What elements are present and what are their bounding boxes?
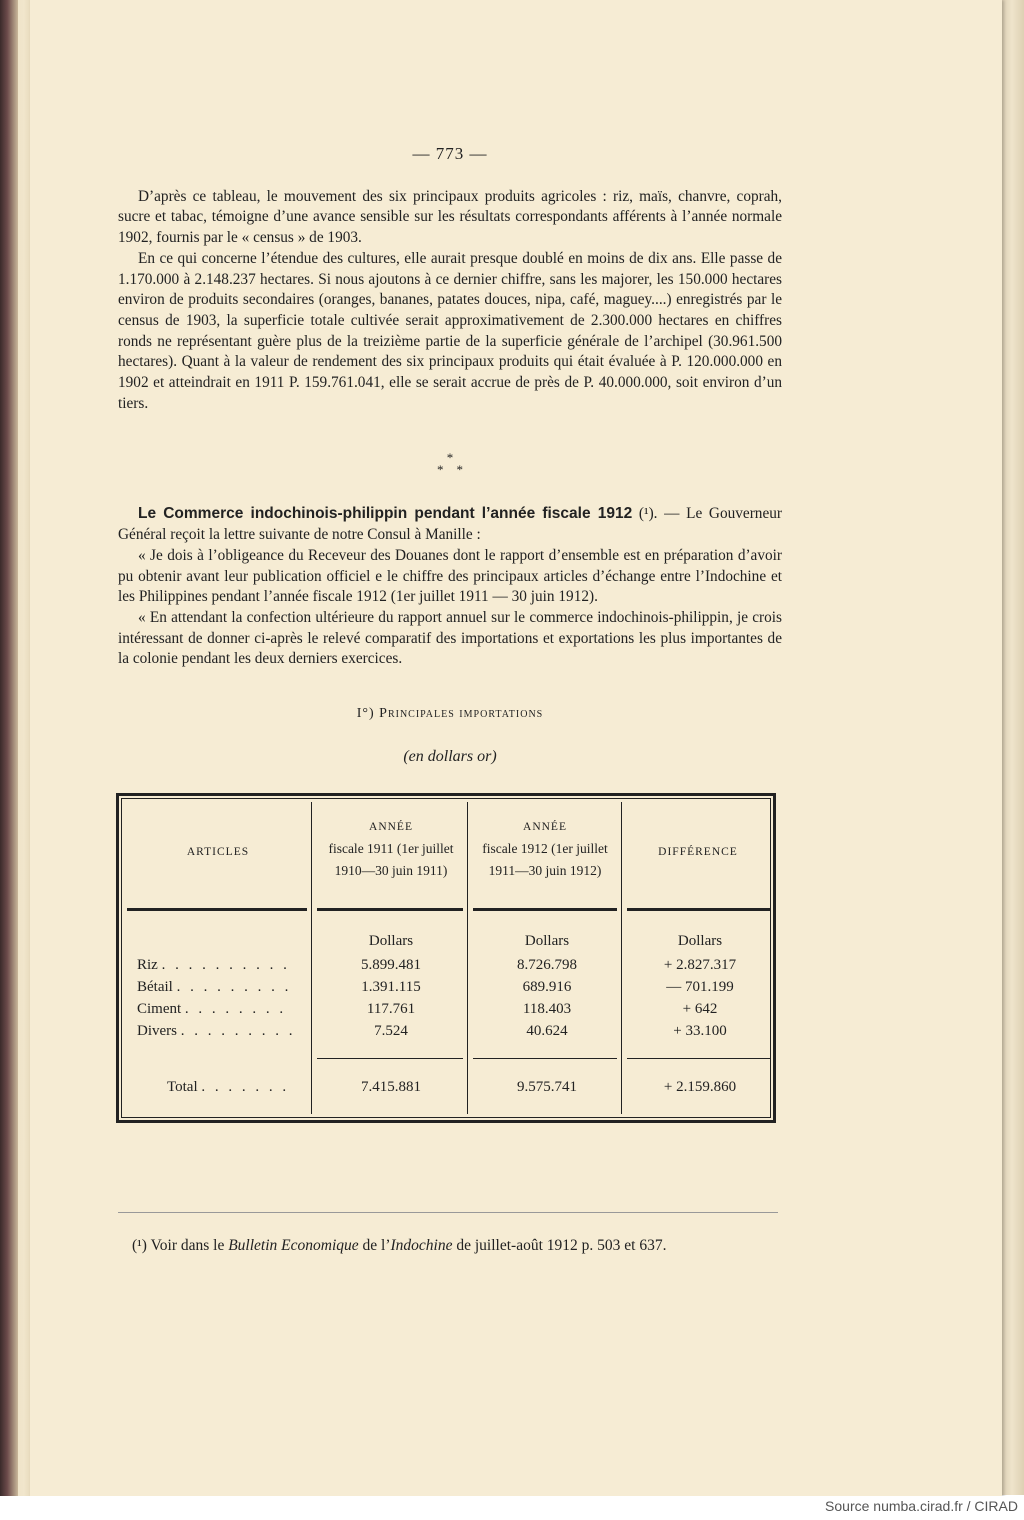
header-articles: ARTICLES [186, 846, 250, 859]
quote-paragraph: « Je dois à l’obligeance du Receveur des Douanes dont le rapport d’ensemble est en préparation d’avoir pu obtenir avant leur publication officiel e le chiffre des principaux articles d’échange entre l’Indochine et les Philippines pendant l’année fiscale 1912 (1er juillet 1911 — 30 juin 1912). [118, 546, 782, 606]
cell-difference: + 642 [682, 1001, 718, 1018]
unit-label: Dollars [524, 933, 570, 950]
cell-1911: 117.761 [366, 1001, 416, 1018]
imports-table [116, 793, 776, 1123]
cell-1912: 689.916 [522, 979, 572, 996]
cell-difference: + 33.100 [673, 1023, 727, 1040]
table-title: I°) Principales importations [356, 706, 544, 722]
sum-rule [627, 1058, 771, 1059]
cell-difference: + 2.827.317 [663, 957, 737, 974]
total-label: Total . . . . . . . [167, 1079, 290, 1096]
unit-label: Dollars [677, 933, 723, 950]
total-1912: 9.575.741 [517, 1079, 577, 1096]
header-rule [473, 908, 617, 911]
quote-paragraph: « En attendant la confection ultérieure du rapport annuel sur le commerce indochinois-philippin, je crois intéressant de donner ci-après le relevé comparatif des importations et exportations les plus importantes de la colonie pendant les deux derniers exercices. [118, 608, 782, 668]
section-title: Le Commerce indochinois-philippin pendant l’année fiscale 1912 [138, 505, 633, 523]
page-number: — 773 — [412, 144, 488, 163]
cell-1911: 7.524 [374, 1023, 408, 1040]
page-content [118, 140, 782, 1123]
section-intro [118, 504, 782, 545]
row-label: Riz . . . . . . . . . . [137, 957, 290, 974]
cell-1912: 40.624 [526, 1023, 568, 1040]
source-credit: Source numba.cirad.fr / CIRAD [825, 1498, 1018, 1514]
cell-1911: 5.899.481 [361, 957, 421, 974]
header-1912: ANNÉE fiscale 1912 (1er juillet 1911—30 juin 1912) [482, 821, 608, 879]
header-rule [317, 908, 463, 911]
header-rule [627, 908, 771, 911]
footnote-rule [118, 1212, 778, 1213]
row-label: Bétail . . . . . . . . . [137, 979, 292, 996]
section-separator: * * * [437, 450, 463, 478]
total-1911: 7.415.881 [361, 1079, 421, 1096]
paragraph: D’après ce tableau, le mouvement des six principaux produits agricoles : riz, maïs, chanvre, coprah, sucre et tabac, témoigne d’une avance sensible sur les résultats correspondants afférents à l’année normale 1902, fournis par le « census » de 1903. [118, 187, 782, 247]
paragraph: En ce qui concerne l’étendue des cultures, elle aurait presque doublé en moins de dix ans. Elle passe de 1.170.000 à 2.148.237 hectares. Si nous ajoutons à ce dernier chiffre, sans les majorer, les 150.000 hectares environ de produits secondaires (oranges, bananes, patates douces, nipa, café, maguey....) enregistrés par le census de 1903, la superficie totale cultivée serait approximativement de 2.300.000 hectares en chiffres ronds ne représentant guère plus de la treizième partie de la superficie générale de l’archipel (30.961.500 hectares). Quant à la valeur de rendement des six principaux produits qui était évaluée à P. 120.000.000 en 1902 et atteindrait en 1911 P. 159.761.041, elle se serait accrue de près de P. 40.000.000, soit environ d’un tiers. [118, 249, 782, 412]
section-title-note: (¹). — Le Gouverneur Général reçoit la lettre suivante de notre Consul à Manille : [118, 505, 782, 544]
footnote: (¹) Voir dans le Bulletin Economique de l’Indochine de juillet-août 1912 p. 503 et 637. [132, 1237, 667, 1254]
cell-1912: 118.403 [522, 1001, 572, 1018]
header-difference: DIFFÉRENCE [658, 846, 738, 859]
cell-1911: 1.391.115 [361, 979, 421, 996]
row-label: Divers . . . . . . . . . [137, 1023, 296, 1040]
header-rule [127, 908, 307, 911]
book-binding [0, 0, 18, 1500]
header-1911: ANNÉE fiscale 1911 (1er juillet 1910—30 juin 1911) [328, 821, 454, 879]
cell-1912: 8.726.798 [517, 957, 577, 974]
cell-difference: — 701.199 [666, 979, 734, 996]
sum-rule [473, 1058, 617, 1059]
total-difference: + 2.159.860 [663, 1079, 737, 1096]
table-unit: (en dollars or) [403, 747, 497, 765]
sum-rule [317, 1058, 463, 1059]
page-stack-edge [1000, 0, 1024, 1495]
row-label: Ciment . . . . . . . . [137, 1001, 287, 1018]
unit-label: Dollars [368, 933, 414, 950]
